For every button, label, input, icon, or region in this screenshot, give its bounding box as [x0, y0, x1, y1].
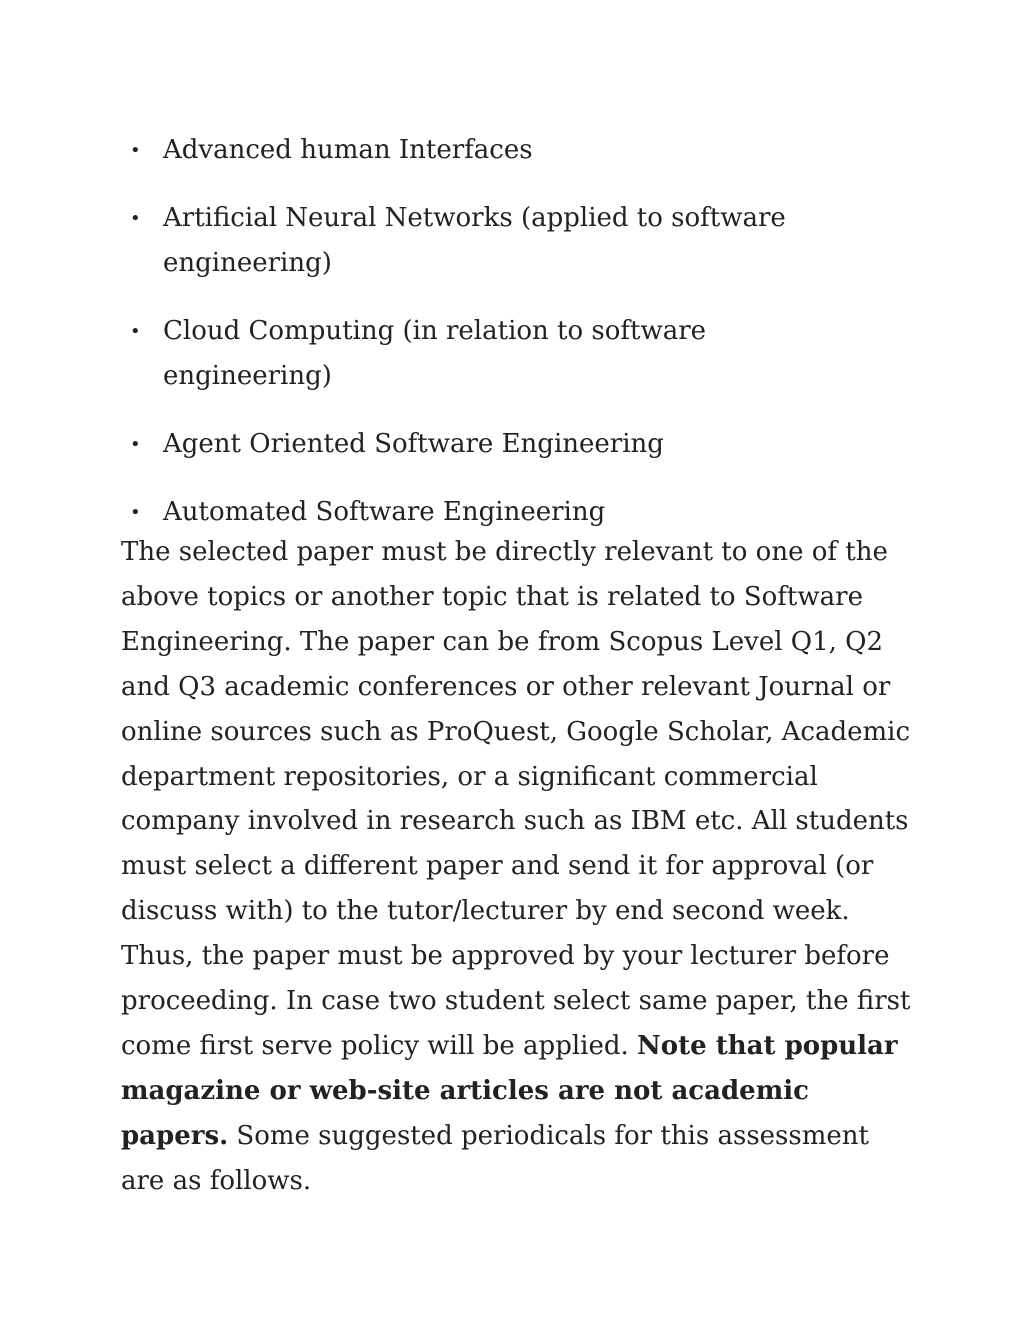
topic-label: Agent Oriented Software Engineering	[163, 429, 664, 459]
topic-label: Automated Software Engineering	[163, 497, 606, 527]
bullet-icon: •	[130, 140, 141, 161]
bullet-icon: •	[130, 434, 141, 455]
bullet-icon: •	[130, 502, 141, 523]
topic-item	[120, 309, 880, 399]
bullet-icon: •	[130, 208, 141, 229]
topic-item	[120, 196, 880, 286]
paragraph-outro: Some suggested periodicals for this assessment are as follows.	[121, 1120, 869, 1196]
topic-item	[120, 422, 880, 467]
topic-label: Cloud Computing (in relation to software engineering)	[163, 316, 707, 391]
bullet-icon: •	[130, 321, 141, 342]
paragraph-emphasis: Note that popular magazine or web-site articles are not academic papers.	[121, 1030, 898, 1151]
topic-label: Artificial Neural Networks (applied to software engineering)	[163, 203, 786, 278]
topic-item	[120, 128, 880, 173]
topic-label: Advanced human Interfaces	[163, 135, 533, 165]
topic-list	[120, 128, 880, 558]
topic-item	[120, 490, 880, 535]
paragraph-intro: The selected paper must be directly relevant to one of the above topics or another topic that is related to Software Engineering. The paper can be from Scopus Level Q1, Q2 and Q3 academic conferences or other relevant Journal or online sources such as ProQuest, Google Scholar, Academic department repositories, or a significant commercial company involved in research such as IBM etc. All students must select a different paper and send it for approval (or discuss with) to the tutor/lecturer by end second week. Thus, the paper must be approved by your lecturer before proceeding. In case two student select same paper, the first come first serve policy will be applied.	[121, 537, 911, 1061]
body-paragraph	[121, 530, 911, 1204]
